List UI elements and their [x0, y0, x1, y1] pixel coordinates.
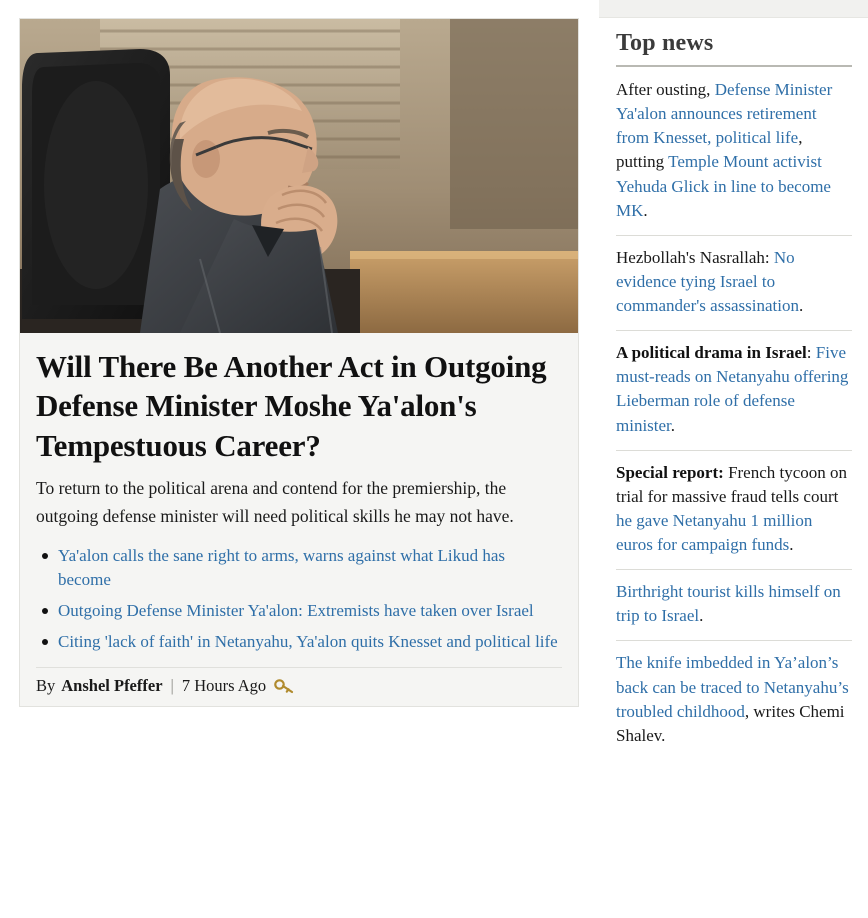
lead-article-photo[interactable] [20, 19, 578, 333]
news-text: . [798, 296, 804, 315]
related-link[interactable]: Outgoing Defense Minister Ya'alon: Extremists have taken over Israel [58, 601, 534, 621]
related-link[interactable]: Ya'alon calls the sane right to arms, warns against what Likud has become [58, 546, 506, 590]
news-item-special-report-french-tycoon[interactable] [616, 461, 852, 571]
news-item-nasrallah-commander[interactable] [616, 246, 852, 331]
news-link[interactable]: Birthright tourist kills himself on trip to Israel [616, 582, 841, 626]
news-text: : [806, 343, 816, 363]
lead-article-card[interactable] [19, 18, 579, 707]
key-icon [274, 678, 294, 694]
sidebar-title: Top news [616, 30, 714, 56]
byline [36, 667, 562, 696]
news-link[interactable]: No evidence tying Israel to commander's assassination [616, 247, 799, 315]
news-text: Hezbollah's Nasrallah: [616, 247, 774, 267]
news-link[interactable]: Defense Minister Ya'alon announces retirement from Knesset, political life [616, 80, 833, 148]
news-text: French tycoon on trial for massive fraud tells court [616, 462, 848, 506]
list-item[interactable] [36, 544, 562, 592]
article-standfirst: To return to the political arena and contend for the premiership, the outgoing defense minister will need political skills he may not have. [36, 478, 514, 526]
sidebar-inner [599, 30, 868, 760]
news-lead-label: A political drama in Israel [616, 343, 807, 363]
related-link[interactable]: Citing 'lack of faith' in Netanyahu, Ya'alon quits Knesset and political life [58, 632, 558, 652]
article-body [20, 333, 578, 706]
news-text: , putting [616, 128, 803, 172]
news-item-birthright-tourist[interactable] [616, 580, 852, 641]
news-link[interactable]: The knife imbedded in Ya’alon’s back can be traced to Netanyahu’s troubled childhood [616, 653, 849, 721]
news-text: . [699, 606, 704, 626]
byline-separator: | [170, 675, 174, 695]
byline-timestamp: 7 Hours Ago [181, 675, 267, 695]
list-item[interactable] [36, 599, 562, 623]
news-link[interactable]: Five must-reads on Netanyahu offering Lieberman role of defense minister [616, 343, 849, 435]
related-links-list [36, 544, 562, 655]
sidebar-top-news [598, 0, 868, 918]
sidebar-title-divider [616, 65, 852, 67]
byline-author[interactable]: Anshel Pfeffer [61, 675, 163, 695]
news-text: . [789, 535, 794, 554]
news-text: . [670, 415, 676, 435]
list-item[interactable] [36, 630, 562, 654]
byline-by-label: By [36, 675, 56, 695]
news-item-knife-yaalon-back[interactable] [616, 651, 852, 760]
news-link[interactable]: he gave Netanyahu 1 million euros for campaign funds [616, 510, 813, 554]
article-headline[interactable]: Will There Be Another Act in Outgoing Defense Minister Moshe Ya'alon's Tempestuous Career? [36, 349, 547, 463]
sidebar-top-strip [599, 0, 868, 18]
news-text: . [643, 200, 648, 220]
news-lead-label: Special report: [616, 462, 724, 482]
news-link[interactable]: Temple Mount activist Yehuda Glick in line to become MK [616, 152, 831, 220]
news-item-political-drama[interactable] [616, 341, 852, 451]
news-item-yaalon-retirement[interactable] [616, 78, 852, 236]
news-text: , writes Chemi Shalev. [616, 701, 845, 745]
news-text: After ousting, [616, 80, 715, 99]
